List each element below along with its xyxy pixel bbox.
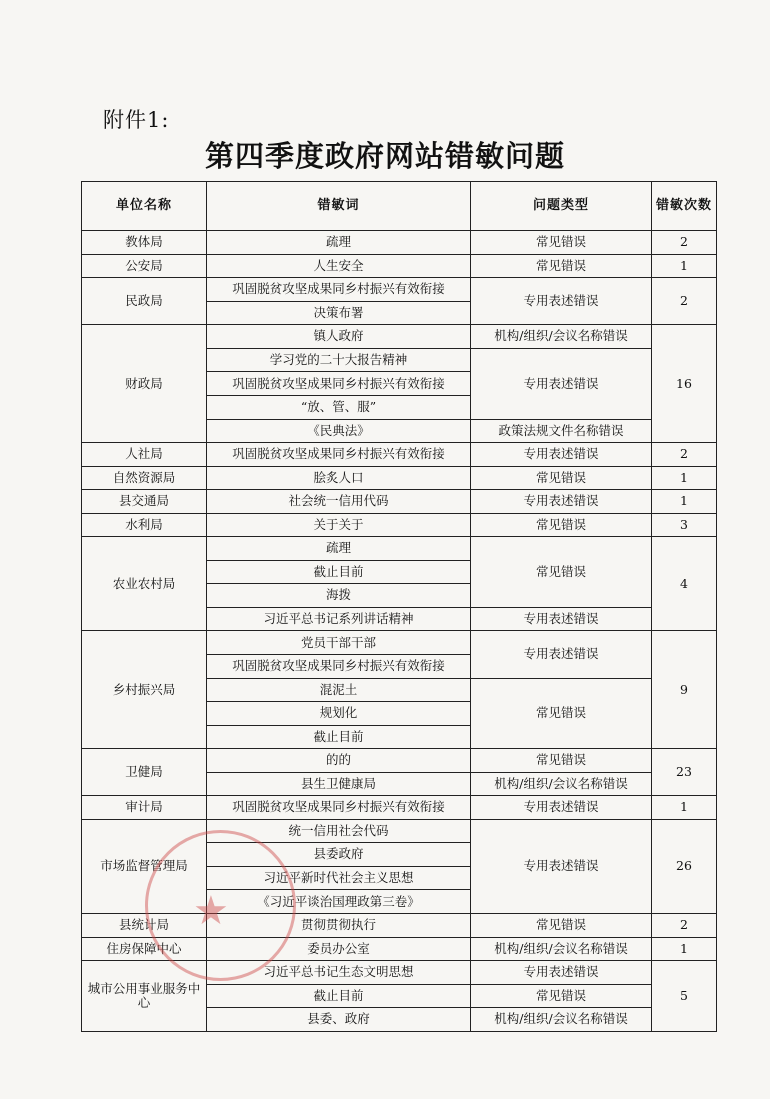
unit-name: 公安局: [82, 254, 207, 278]
table-row: [82, 796, 717, 820]
unit-name: 市场监督管理局: [82, 819, 207, 913]
error-word: 县委政府: [207, 843, 471, 867]
error-word: 习近平总书记系列讲话精神: [207, 607, 471, 631]
error-type: 专用表述错误: [471, 443, 652, 467]
unit-name: 教体局: [82, 231, 207, 255]
error-count: 1: [652, 796, 717, 820]
error-word: 贯彻贯彻执行: [207, 914, 471, 938]
error-word: 社会统一信用代码: [207, 490, 471, 514]
error-count: 1: [652, 490, 717, 514]
page-title: 第四季度政府网站错敏问题: [204, 139, 565, 173]
error-type: 专用表述错误: [471, 348, 652, 419]
unit-name: 水利局: [82, 513, 207, 537]
error-type: 机构/组织/会议名称错误: [471, 1008, 652, 1032]
error-type: 专用表述错误: [471, 278, 652, 325]
error-type: 常见错误: [471, 914, 652, 938]
error-type: 常见错误: [471, 984, 652, 1008]
error-type: 专用表述错误: [471, 796, 652, 820]
unit-name: 财政局: [82, 325, 207, 443]
table-row: [82, 254, 717, 278]
error-word: 习近平新时代社会主义思想: [207, 866, 471, 890]
error-type: 专用表述错误: [471, 607, 652, 631]
error-word: 巩固脱贫攻坚成果同乡村振兴有效衔接: [207, 655, 471, 679]
error-count: 2: [652, 278, 717, 325]
error-word: 《习近平谈治国理政第三卷》: [207, 890, 471, 914]
table-row: [82, 749, 717, 773]
error-type: 机构/组织/会议名称错误: [471, 325, 652, 349]
error-count: 9: [652, 631, 717, 749]
table-row: [82, 961, 717, 985]
error-type: 常见错误: [471, 231, 652, 255]
table-row: [82, 490, 717, 514]
table-row: [82, 819, 717, 843]
unit-name: 人社局: [82, 443, 207, 467]
error-count: 2: [652, 231, 717, 255]
error-word: 巩固脱贫攻坚成果同乡村振兴有效衔接: [207, 372, 471, 396]
error-type: 专用表述错误: [471, 819, 652, 913]
unit-name: 乡村振兴局: [82, 631, 207, 749]
error-word: 县委、政府: [207, 1008, 471, 1032]
error-word: 截止目前: [207, 725, 471, 749]
unit-name: 住房保障中心: [82, 937, 207, 961]
seal-star-icon: ★: [193, 888, 229, 934]
error-count: 4: [652, 537, 717, 631]
unit-name: 县交通局: [82, 490, 207, 514]
error-count: 26: [652, 819, 717, 913]
error-type: 常见错误: [471, 254, 652, 278]
error-word: 疏理: [207, 231, 471, 255]
error-count: 23: [652, 749, 717, 796]
error-word: 学习党的二十大报告精神: [207, 348, 471, 372]
error-word: 决策布署: [207, 301, 471, 325]
header-count: 错敏次数: [652, 182, 717, 231]
error-word: “放、管、服”: [207, 395, 471, 419]
error-word: 巩固脱贫攻坚成果同乡村振兴有效衔接: [207, 796, 471, 820]
error-count: 2: [652, 914, 717, 938]
error-word: 统一信用社会代码: [207, 819, 471, 843]
error-word: 巩固脱贫攻坚成果同乡村振兴有效衔接: [207, 278, 471, 302]
table-row: [82, 443, 717, 467]
unit-name: 县统计局: [82, 914, 207, 938]
error-type: 常见错误: [471, 537, 652, 608]
error-type: 常见错误: [471, 513, 652, 537]
error-type: 常见错误: [471, 749, 652, 773]
error-type: 常见错误: [471, 466, 652, 490]
unit-name: 审计局: [82, 796, 207, 820]
error-word: 习近平总书记生态文明思想: [207, 961, 471, 985]
error-type: 常见错误: [471, 678, 652, 749]
error-count: 1: [652, 466, 717, 490]
header-type: 问题类型: [471, 182, 652, 231]
header-word: 错敏词: [207, 182, 471, 231]
error-word: 人生安全: [207, 254, 471, 278]
error-count: 16: [652, 325, 717, 443]
error-count: 3: [652, 513, 717, 537]
unit-name: 城市公用事业服务中心: [82, 961, 207, 1032]
unit-name: 农业农村局: [82, 537, 207, 631]
error-word: 委员办公室: [207, 937, 471, 961]
table-row: [82, 278, 717, 302]
error-word: 镇人政府: [207, 325, 471, 349]
header-unit: 单位名称: [82, 182, 207, 231]
error-type: 机构/组织/会议名称错误: [471, 937, 652, 961]
unit-name: 自然资源局: [82, 466, 207, 490]
error-count: 1: [652, 254, 717, 278]
table-row: [82, 513, 717, 537]
error-count: 5: [652, 961, 717, 1032]
attachment-label: 附件1:: [103, 108, 170, 132]
error-type: 机构/组织/会议名称错误: [471, 772, 652, 796]
table-row: [82, 537, 717, 561]
error-word: 《民典法》: [207, 419, 471, 443]
error-word: 规划化: [207, 702, 471, 726]
error-word: 脍炙人口: [207, 466, 471, 490]
error-word: 混泥土: [207, 678, 471, 702]
table-row: [82, 631, 717, 655]
error-table: [81, 181, 717, 1032]
error-type: 专用表述错误: [471, 961, 652, 985]
table-row: [82, 914, 717, 938]
table-row: [82, 325, 717, 349]
unit-name: 卫健局: [82, 749, 207, 796]
error-word: 海拨: [207, 584, 471, 608]
error-word: 县生卫健康局: [207, 772, 471, 796]
error-word: 截止目前: [207, 984, 471, 1008]
error-word: 疏理: [207, 537, 471, 561]
error-count: 1: [652, 937, 717, 961]
table-header-row: [82, 182, 717, 231]
error-type: 政策法规文件名称错误: [471, 419, 652, 443]
error-word: 巩固脱贫攻坚成果同乡村振兴有效衔接: [207, 443, 471, 467]
table-row: [82, 231, 717, 255]
table-row: [82, 466, 717, 490]
table-row: [82, 937, 717, 961]
error-type: 专用表述错误: [471, 490, 652, 514]
error-word: 的的: [207, 749, 471, 773]
unit-name: 民政局: [82, 278, 207, 325]
error-word: 截止目前: [207, 560, 471, 584]
error-type: 专用表述错误: [471, 631, 652, 678]
error-word: 党员干部干部: [207, 631, 471, 655]
error-word: 关于关于: [207, 513, 471, 537]
error-count: 2: [652, 443, 717, 467]
